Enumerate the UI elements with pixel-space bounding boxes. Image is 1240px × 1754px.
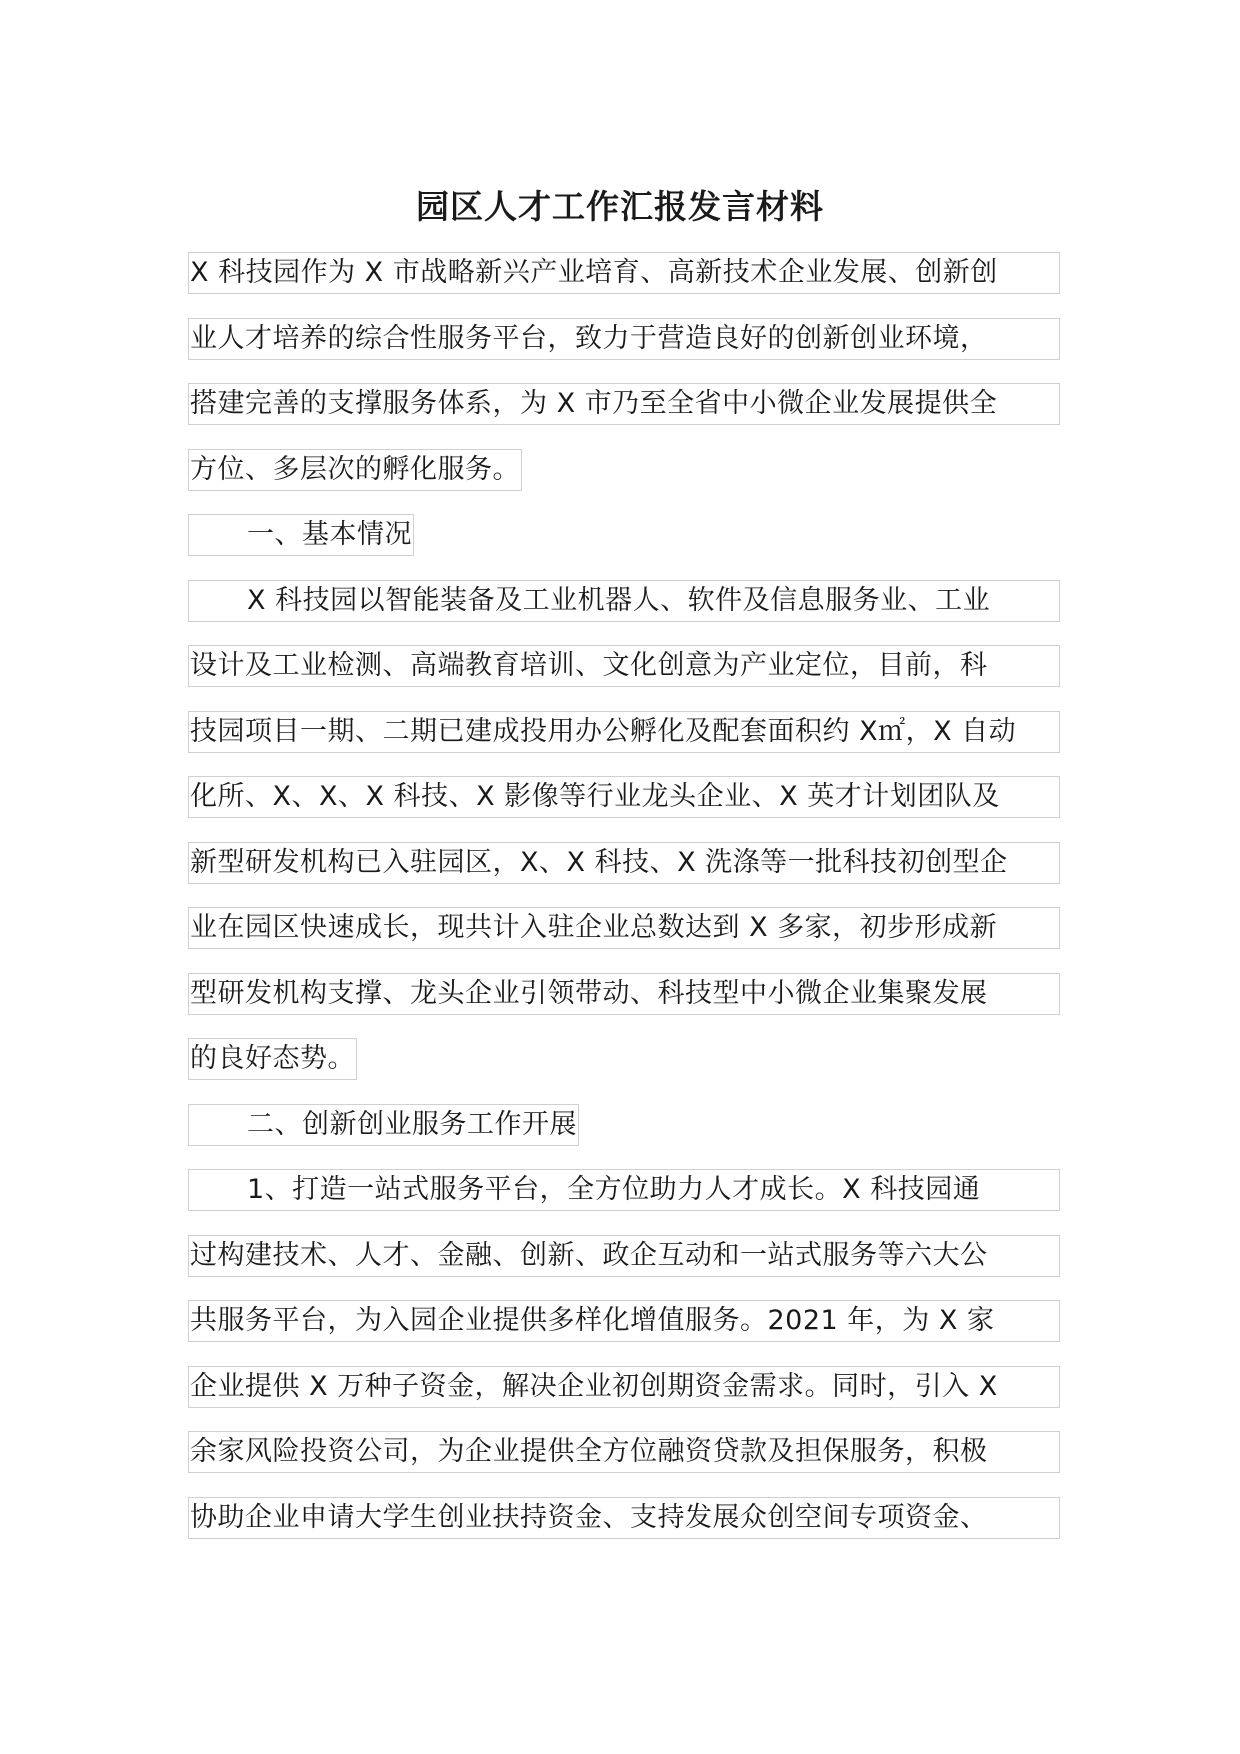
line-text: 方位、多层次的孵化服务。: [188, 449, 522, 491]
text-line: [188, 1431, 1060, 1497]
section-heading-line: [188, 514, 1060, 580]
text-line: [188, 711, 1060, 777]
section-heading: 二、创新创业服务工作开展: [188, 1104, 579, 1146]
section-heading-line: [188, 1104, 1060, 1170]
text-line: [188, 1235, 1060, 1301]
text-line: [188, 580, 1060, 646]
line-text: X 科技园作为 X 市战略新兴产业培育、高新技术企业发展、创新创: [188, 252, 1060, 294]
document-title: 园区人才工作汇报发言材料: [416, 187, 824, 226]
text-line: [188, 1038, 1060, 1104]
text-line: [188, 907, 1060, 973]
text-line: [188, 973, 1060, 1039]
line-text: 的良好态势。: [188, 1038, 357, 1080]
text-line: [188, 1497, 1060, 1563]
line-text: 搭建完善的支撑服务体系，为 X 市乃至全省中小微企业发展提供全: [188, 383, 1060, 425]
line-text: 化所、X、X、X 科技、X 影像等行业龙头企业、X 英才计划团队及: [188, 776, 1060, 818]
line-text: 新型研发机构已入驻园区，X、X 科技、X 洗涤等一批科技初创型企: [188, 842, 1060, 884]
section-heading: 一、基本情况: [188, 514, 414, 556]
text-line: [188, 1300, 1060, 1366]
text-line: [188, 449, 1060, 515]
line-text: 业人才培养的综合性服务平台，致力于营造良好的创新创业环境，: [188, 318, 1060, 360]
line-text: 企业提供 X 万种子资金，解决企业初创期资金需求。同时，引入 X: [188, 1366, 1060, 1408]
text-line: [188, 383, 1060, 449]
line-text: 余家风险投资公司，为企业提供全方位融资贷款及担保服务，积极: [188, 1431, 1060, 1473]
line-text: 设计及工业检测、高端教育培训、文化创意为产业定位，目前，科: [188, 645, 1060, 687]
line-text: 业在园区快速成长，现共计入驻企业总数达到 X 多家，初步形成新: [188, 907, 1060, 949]
line-text: 1、打造一站式服务平台，全方位助力人才成长。X 科技园通: [188, 1169, 1060, 1211]
text-line: [188, 1366, 1060, 1432]
line-text: 型研发机构支撑、龙头企业引领带动、科技型中小微企业集聚发展: [188, 973, 1060, 1015]
line-text: 协助企业申请大学生创业扶持资金、支持发展众创空间专项资金、: [188, 1497, 1060, 1539]
line-text: 共服务平台，为入园企业提供多样化增值服务。2021 年，为 X 家: [188, 1300, 1060, 1342]
line-text: X 科技园以智能装备及工业机器人、软件及信息服务业、工业: [188, 580, 1060, 622]
text-line: [188, 645, 1060, 711]
text-line: [188, 776, 1060, 842]
line-text: 过构建技术、人才、金融、创新、政企互动和一站式服务等六大公: [188, 1235, 1060, 1277]
line-text: 技园项目一期、二期已建成投用办公孵化及配套面积约 X㎡，X 自动: [188, 711, 1060, 753]
text-line: [188, 842, 1060, 908]
document-body: [188, 252, 1060, 1562]
text-line: [188, 1169, 1060, 1235]
text-line: [188, 318, 1060, 384]
text-line: [188, 252, 1060, 318]
